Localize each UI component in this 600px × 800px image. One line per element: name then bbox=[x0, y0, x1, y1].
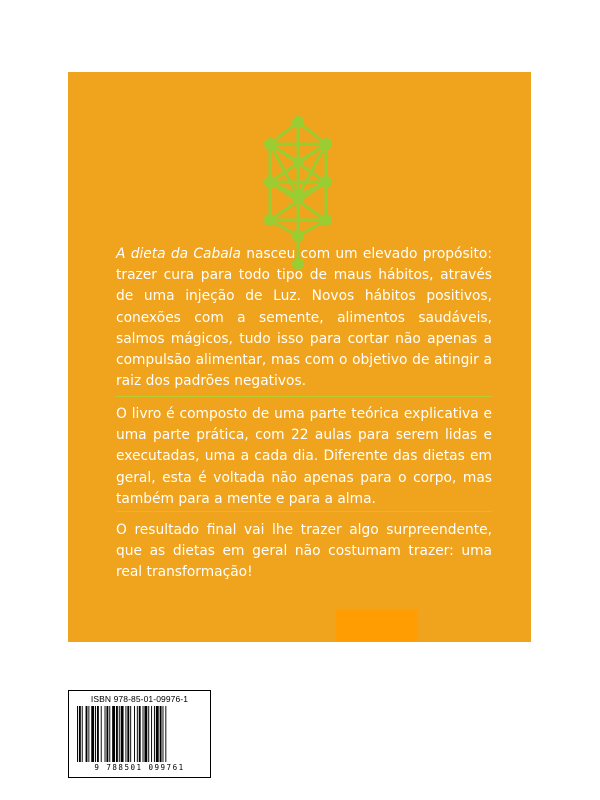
paragraph-intro-text: nasceu com um elevado propósito: trazer cura para todo tipo de maus hábitos, através de uma injeção de Luz. Novos hábitos positivos, conexões com a semente, alimentos saudáveis, salmos mágicos, tudo isso para cortar não apenas a compulsão alimentar, mas com o objetivo de atingir a raiz dos padrões negativos. bbox=[116, 246, 492, 390]
paragraph-structure: O livro é composto de uma parte teórica explicativa e uma parte prática, com 22 aulas para serem lidas e executadas, uma a cada dia. Diferente das dietas em geral, esta é voltada não apenas para o corpo, mas também para a mente e para a alma. bbox=[116, 406, 492, 507]
isbn-label: ISBN 978-85-01-09976-1 bbox=[90, 694, 189, 704]
paragraph-intro bbox=[116, 244, 492, 392]
back-cover-panel bbox=[68, 72, 531, 642]
book-title-inline: A dieta da Cabala bbox=[116, 246, 241, 262]
isbn-barcode bbox=[68, 690, 211, 778]
paragraph-result: O resultado final vai lhe trazer algo surpreendente, que as dietas em geral não costumam trazer: uma real transformação! bbox=[116, 522, 492, 581]
divider-line bbox=[116, 396, 492, 397]
spine-tab-accent bbox=[336, 610, 417, 642]
divider-line bbox=[116, 511, 492, 512]
barcode-bars bbox=[75, 706, 204, 762]
ean-digits: 9 788501 099761 bbox=[94, 763, 185, 772]
